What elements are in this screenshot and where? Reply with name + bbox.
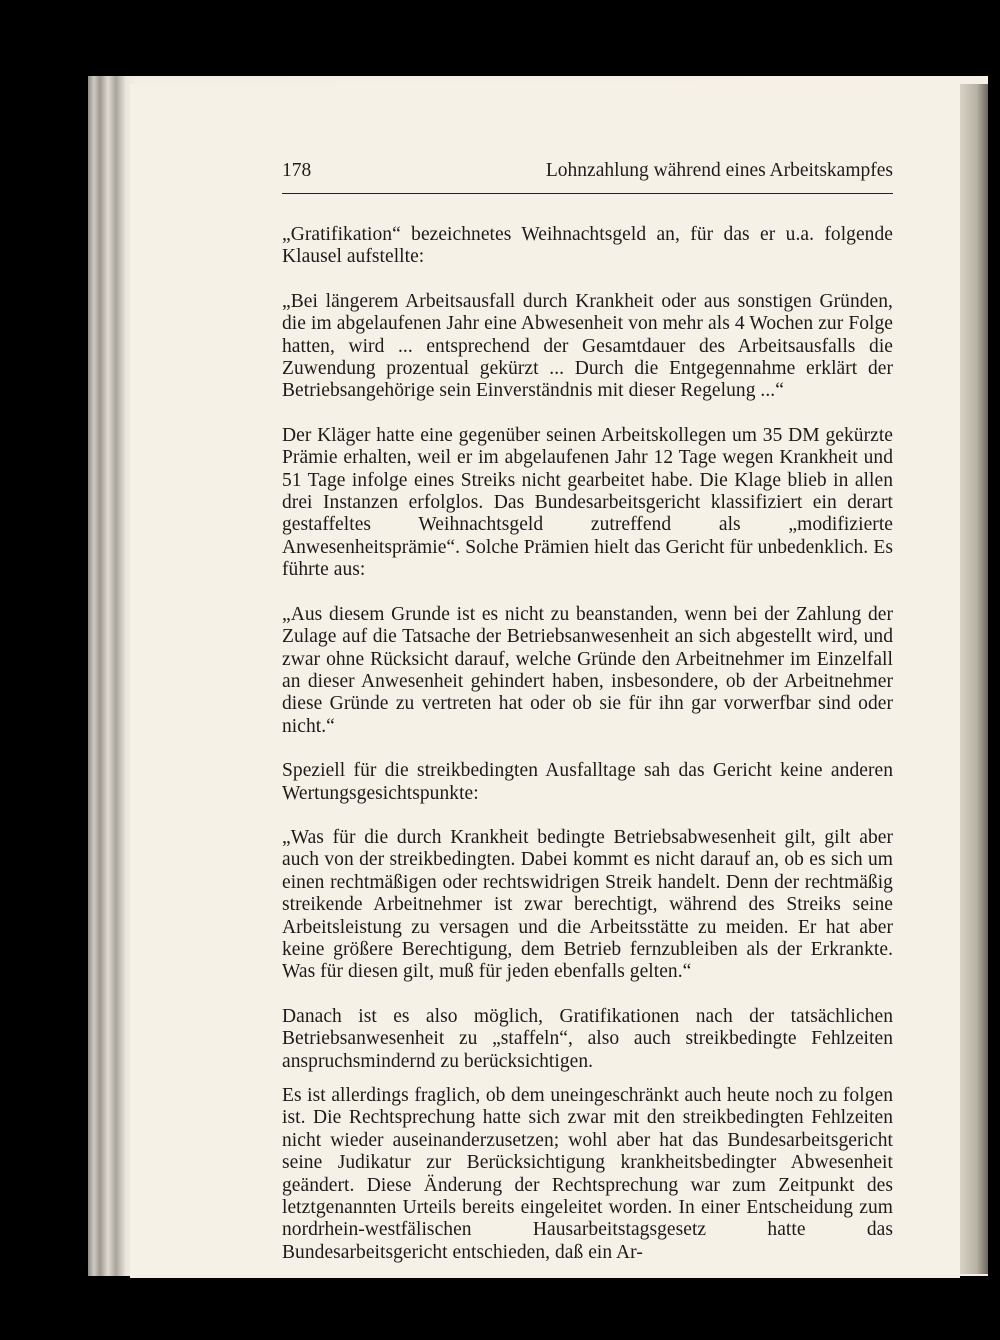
paragraph-strike-days: Speziell für die streikbedingten Ausfalltage sah das Gericht keine anderen Wertungsgesichtspunkte:	[282, 760, 893, 804]
page-number: 178	[282, 160, 312, 181]
running-title: Lohnzahlung während eines Arbeitskampfes	[545, 160, 893, 181]
paragraph-conclusion: Danach ist es also möglich, Gratifikationen nach der tatsächlichen Betriebsanwesenheit zu „staffeln“, also auch streikbedingte Fehlzeiten anspruchsmindernd zu berücksichtigen.	[282, 1005, 893, 1072]
quote-court-2: „Was für die durch Krankheit bedingte Betriebsabwesenheit gilt, gilt aber auch von der streikbedingten. Dabei kommt es nicht darauf an, ob es sich um einen rechtmäßigen oder rechtswidrigen Streik handelt. Denn der rechtmäßig streikende Arbeitnehmer ist zwar berechtigt, während des Streiks seine Arbeitsleistung zu versagen und die Arbeitsstätte zu meiden. Er hat aber keine größere Berechtigung, dem Betrieb fernzubleiben als der Erkrankte. Was für diesen gilt, muß für jeden ebenfalls gelten.“	[282, 826, 893, 983]
header-rule	[282, 193, 893, 194]
page-edge	[960, 84, 988, 1274]
quote-clause: „Bei längerem Arbeitsausfall durch Krankheit oder aus sonstigen Gründen, die im abgelaufenen Jahr eine Abwesenheit von mehr als 4 Wochen zur Folge hatten, wird ... entsprechend der Gesamtdauer des Arbeitsausfalls die Zuwendung prozentual gekürzt ... Durch die Entgegennahme erklärt der Betriebsangehörige sein Einverständnis mit dieser Regelung ...“	[282, 290, 893, 402]
paragraph-plaintiff: Der Kläger hatte eine gegenüber seinen Arbeitskollegen um 35 DM gekürzte Prämie erhalten, weil er im abgelaufenen Jahr 12 Tage wegen Krankheit und 51 Tage infolge eines Streiks nicht gearbeitet habe. Die Klage blieb in allen drei Instanzen erfolglos. Das Bundesarbeitsgericht klassifiziert ein derart gestaffeltes Weihnachtsgeld zutreffend als „modifizierte Anwesenheitsprämie“. Solche Prämien hielt das Gericht für unbedenklich. Es führte aus:	[282, 424, 893, 581]
paragraph-intro: „Gratifikation“ bezeichnetes Weihnachtsgeld an, für das er u.a. folgende Klausel aufstellte:	[282, 224, 893, 268]
paragraph-doubt: Es ist allerdings fraglich, ob dem uneingeschränkt auch heute noch zu folgen ist. Die Rechtsprechung hatte sich zwar mit den streikbedingten Fehlzeiten nicht wieder auseinanderzusetzen; wohl aber hat das Bundesarbeitsgericht seine Judikatur zur Berücksichtigung krankheitsbedingter Abwesenheit geändert. Diese Änderung der Rechtsprechung war zum Zeitpunkt des letztgenannten Urteils bereits eingeleitet worden. In einer Entscheidung zum nordrhein-westfälischen Hausarbeitstagsgesetz hatte das Bundesarbeitsgericht entschieden, daß ein Ar-	[282, 1085, 893, 1263]
running-header	[282, 160, 893, 194]
body-text	[282, 224, 893, 1264]
quote-court-1: „Aus diesem Grunde ist es nicht zu beanstanden, wenn bei der Zahlung der Zulage auf die Tatsache der Betriebsanwesenheit an sich abgestellt wird, und zwar ohne Rücksicht darauf, welche Gründe den Arbeitnehmer im Einzelfall an dieser Anwesenheit gehindert haben, insbesondere, ob der Arbeitnehmer diese Gründe zu vertreten hat oder ob sie für ihn gar vorwerfbar sind oder nicht.“	[282, 603, 893, 737]
